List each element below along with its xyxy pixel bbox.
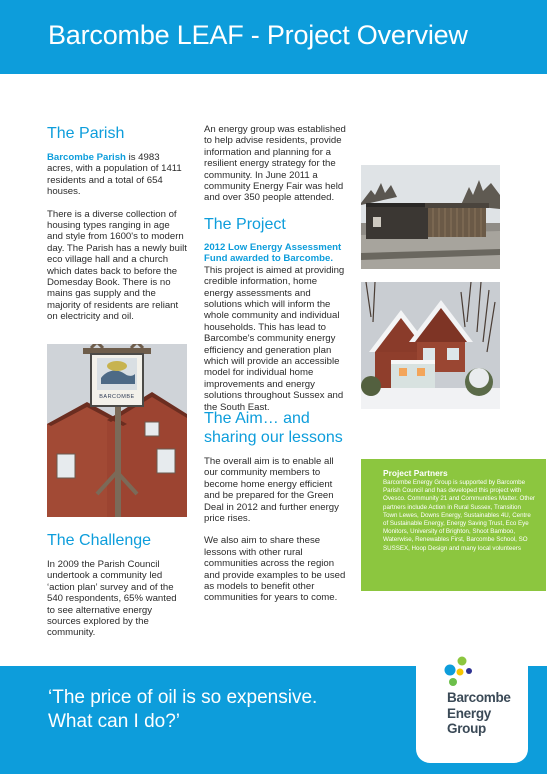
footer-quote bbox=[48, 686, 317, 734]
project-partners-box bbox=[361, 459, 546, 591]
challenge-section bbox=[47, 531, 187, 639]
page-title: Barcombe LEAF - Project Overview bbox=[48, 20, 468, 50]
project-heading: The Project bbox=[204, 216, 286, 233]
sign-label: BARCOMBE bbox=[99, 394, 135, 400]
challenge-text: In 2009 the Parish Council undertook a community led ‘action plan’ survey and of the 540 respondents, 65% wanted to see alternative energy sources explored by the community. bbox=[47, 559, 177, 639]
aim-para1: The overall aim is to enable all our community members to become home energy efficient and be prepared for the Green Deal in 2012 and further energy price rises. bbox=[204, 456, 339, 525]
aim-heading bbox=[204, 409, 346, 447]
column-middle bbox=[204, 124, 346, 204]
snowy-house-photo bbox=[361, 282, 500, 409]
parish-intro-bold: Barcombe Parish bbox=[47, 152, 126, 163]
challenge-heading: The Challenge bbox=[47, 532, 152, 549]
logo-text bbox=[447, 690, 511, 737]
energy-group-text: An energy group was established to help advise residents, provide information and planning for a resilient energy strategy for the community. In June 2011 a community Energy Fair was held and over 350 people attended. bbox=[204, 124, 346, 204]
aim-heading-line2: sharing our lessons bbox=[204, 429, 343, 446]
aim-section bbox=[204, 409, 346, 604]
logo-line3: Group bbox=[447, 721, 486, 736]
aim-para2: We also aim to share these lessons with other rural communities across the region and provide examples to be used as models to benefit other communities for years to come. bbox=[204, 535, 346, 604]
logo-dots-icon bbox=[440, 656, 480, 688]
quote-line2: What can I do?’ bbox=[48, 711, 181, 732]
partners-title: Project Partners bbox=[383, 468, 448, 478]
logo-line2: Energy bbox=[447, 705, 491, 721]
parish-intro bbox=[47, 152, 187, 198]
quote-line1: ‘The price of oil is so expensive. bbox=[48, 687, 318, 708]
partners-text: Barcombe Energy Group is supported by Barcombe Parish Council and has developed this project with Ovesco. Community 21 and Communities Matter. Other partners include Action in Rural Sussex, Transition Town Lewes, Downs Energy, Sustainables 4U, Centre of Sustainable Energy, Energy Saving Trust, Eco Eye Monitors, University of Brighton, Shoot Bamboo, Waterwise, Renewables First, Barcombe School, SO SUSSEX, Hoop Design and many local volunteers bbox=[383, 479, 535, 552]
parish-intro-rest: is 4983 acres, with a population of 1411 residents and a total of 654 houses. bbox=[47, 152, 182, 198]
village-hall-photo bbox=[361, 165, 500, 269]
column-left bbox=[47, 124, 187, 323]
logo-line1: Barcombe bbox=[447, 690, 511, 705]
project-section bbox=[204, 215, 346, 413]
project-text: This project is aimed at providing credible information, home energy assessments and solutions which will inform the whole community and individual households. This has lead to Barcombe's community energy efficiency and generation plan which will provide an accessible model for individual home improvements and energy solutions throughout Sussex and the South East. bbox=[204, 264, 345, 413]
project-award: 2012 Low Energy Assessment Fund awarded to Barcombe. bbox=[204, 242, 342, 265]
header-bar bbox=[0, 0, 547, 74]
parish-description: There is a diverse collection of housing types ranging in age and style from 1600's to modern day. The Parish has a newly built eco village hall and a church which dates back to before the Domesday Book. There is no mains gas supply and the majority of residents are reliant on electricity and oil. bbox=[47, 208, 187, 323]
village-sign-photo bbox=[47, 344, 187, 517]
aim-heading-line1: The Aim… and bbox=[204, 410, 310, 427]
parish-heading: The Parish bbox=[47, 125, 125, 142]
